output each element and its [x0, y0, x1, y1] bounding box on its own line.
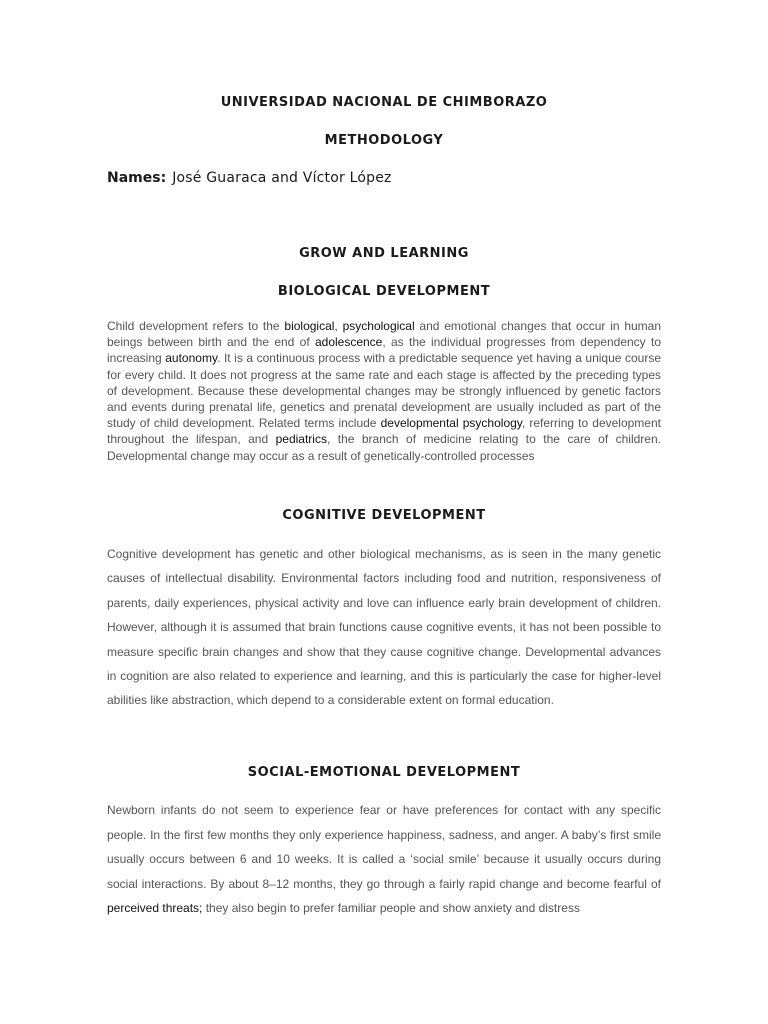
- names-value: José Guaraca and Víctor López: [172, 170, 392, 186]
- biological-paragraph: [107, 318, 661, 464]
- cognitive-paragraph: [107, 542, 661, 713]
- text-run: , as the individual progresses from dependency to increasing: [107, 335, 661, 366]
- names-label: Names:: [107, 170, 167, 186]
- authors-line: [107, 170, 392, 186]
- linked-term: adolescence: [314, 335, 383, 350]
- text-run: , referring to development throughout the lifespan, and: [107, 416, 661, 447]
- biological-section-title: BIOLOGICAL DEVELOPMENT: [277, 284, 491, 299]
- cognitive-section-title: COGNITIVE DEVELOPMENT: [282, 508, 486, 523]
- social-paragraph: [107, 798, 661, 921]
- text-run: they also begin to prefer familiar people and show anxiety and distress: [202, 901, 580, 916]
- linked-term: perceived threats;: [107, 901, 203, 916]
- text-run: and emotional changes that occur in human beings between birth and the end of: [107, 319, 662, 350]
- social-section-title: SOCIAL-EMOTIONAL DEVELOPMENT: [247, 765, 521, 780]
- linked-term: pediatrics: [275, 432, 327, 447]
- text-run: ,: [334, 319, 343, 333]
- subject-title: METHODOLOGY: [324, 133, 444, 148]
- linked-term: developmental psychology: [380, 416, 522, 431]
- linked-term: biological: [284, 319, 335, 333]
- university-title: UNIVERSIDAD NACIONAL DE CHIMBORAZO: [220, 95, 548, 110]
- text-run: Newborn infants do not seem to experience fear or have preferences for contact with any specific people. In the first few months they only experience happiness, sadness, and anger. A baby’s first smile usually occurs between 6 and 10 weeks. It is called a ‘social smile’ because it usually occurs during social interactions. By about 8–12 months, they go through a fairly rapid change and become fearful of: [107, 803, 661, 891]
- linked-term: psychological: [342, 319, 415, 333]
- text-run: . It is a continuous process with a predictable sequence yet having a unique course for every child. It does not progress at the same rate and each stage is affected by the preceding types of development. Because these developmental changes may be strongly influenced by genetic factors and events during prenatal life, genetics and prenatal development are usually included as part of the study of child development. Related terms include: [107, 351, 662, 431]
- text-run: Cognitive development has genetic and other biological mechanisms, as is seen in the many genetic causes of intellectual disability. Environmental factors including food and nutrition, responsiveness of parents, daily experiences, physical activity and love can influence early brain development of children. However, although it is assumed that brain functions cause cognitive events, it has not been possible to measure specific brain changes and show that they cause cognitive change. Developmental advances in cognition are also related to experience and learning, and this is particularly the case for higher-level abilities like abstraction, which depend to a considerable extent on formal education.: [107, 547, 661, 708]
- main-section-title: GROW AND LEARNING: [299, 246, 469, 261]
- text-run: , the branch of medicine relating to the care of children. Developmental change may occur as a result of genetically-controlled processes: [107, 432, 661, 463]
- linked-term: autonomy: [165, 351, 218, 366]
- text-run: Child development refers to the: [107, 319, 285, 333]
